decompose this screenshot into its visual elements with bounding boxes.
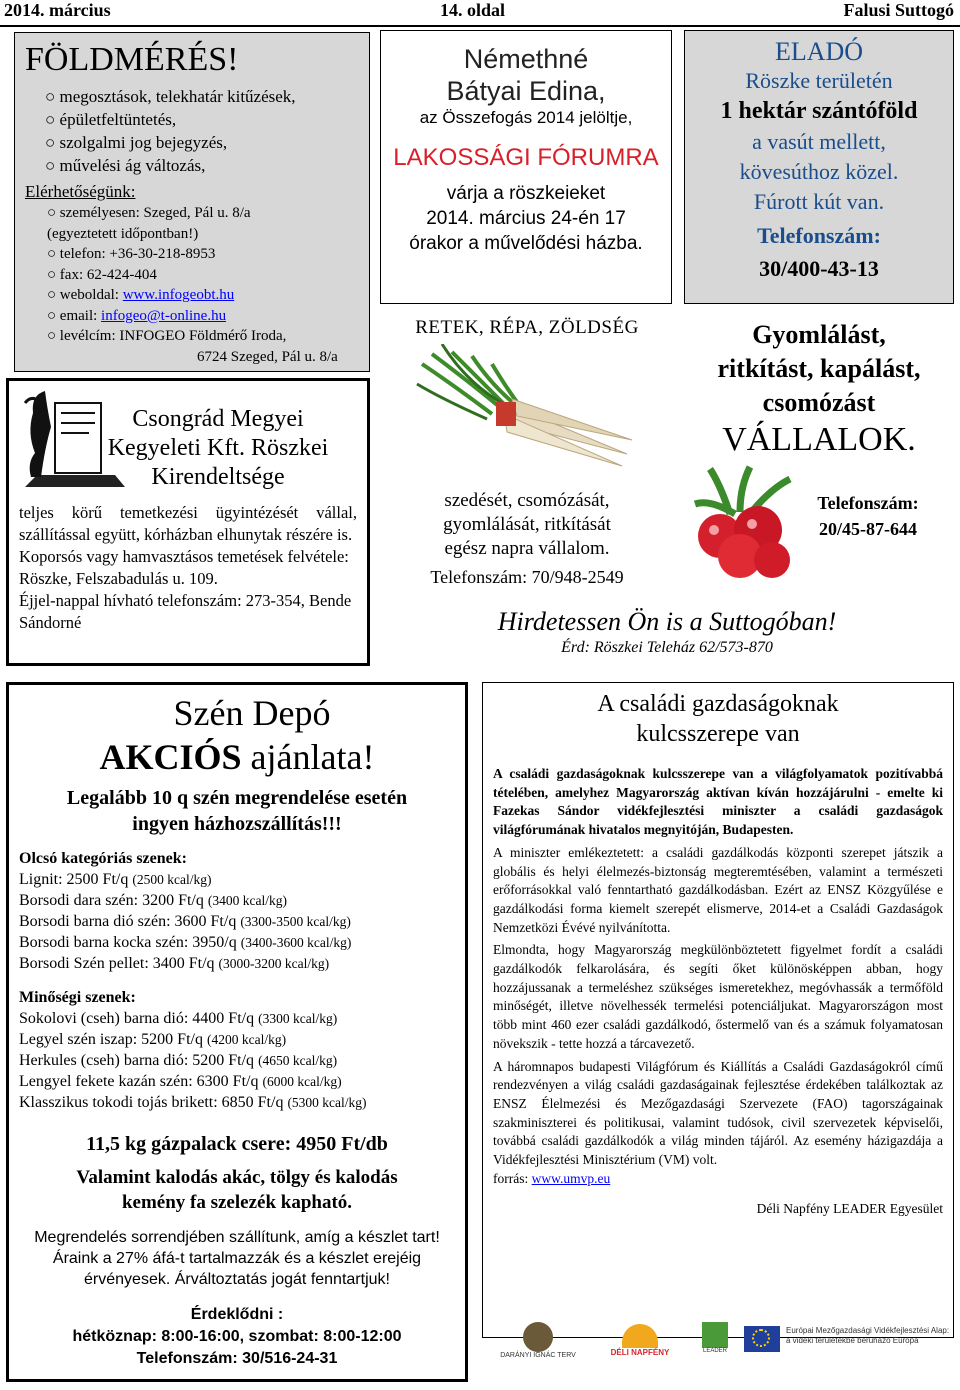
web-link[interactable]: www.infogeobt.hu: [122, 287, 235, 303]
gyomlalas-phone-label: Telefonszám:: [817, 493, 919, 513]
eu-fund-line: Európai Mezőgazdasági Vidékfejlesztési Alap:: [786, 1326, 950, 1335]
szen-subtitle: [19, 735, 455, 779]
candidate-suffix: ,: [598, 76, 606, 106]
deli-napfeny-logo-text: DÉLI NAPFÉNY: [610, 1348, 670, 1357]
price-row: [19, 1008, 455, 1029]
retek-title: RETEK, RÉPA, ZÖLDSÉG: [415, 317, 639, 338]
szen-phone: Telefonszám: 30/516-24-31: [136, 1350, 338, 1367]
leader-logo: [700, 1322, 730, 1354]
kegyeleti-text: Koporsós vagy hamvasztásos temetések felvétele: Röszke, Felszabadulás u. 109.: [19, 547, 349, 588]
deli-napfeny-logo: [600, 1324, 680, 1357]
info-heading: Érdeklődni :: [190, 1306, 284, 1323]
web-line: [47, 285, 359, 306]
price-kcal: (5300 kcal/kg): [287, 1095, 367, 1110]
elado-phone-label: Telefonszám:: [757, 223, 881, 248]
retek-ad: [378, 316, 676, 586]
contact-line: ○ személyesen: Szeged, Pál u. 8/a: [47, 205, 251, 221]
service-item: ○ szolgalmi jog bejegyzés,: [45, 133, 228, 152]
price-item: Borsodi Szén pellet: 3400 Ft/q: [19, 955, 215, 972]
kegyeleti-title-line: Kirendeltsége: [151, 464, 285, 490]
foldmeres-ad: [14, 32, 370, 372]
opening-hours: hétköznap: 8:00-16:00, szombat: 8:00-12:00: [72, 1328, 402, 1345]
contact-line: ○ telefon: +36-30-218-8953: [47, 246, 216, 262]
price-kcal: (4200 kcal/kg): [206, 1032, 287, 1047]
wood-line: kemény fa szelezék kapható.: [121, 1192, 353, 1213]
elado-ad: [684, 30, 954, 304]
web-label: ○ weboldal:: [47, 287, 123, 303]
price-row: [19, 869, 455, 890]
forum-headline: LAKOSSÁGI FÓRUMRA: [393, 144, 659, 171]
logo-strip: [490, 1316, 954, 1386]
candidate-surname: Bátyai Edina: [446, 76, 599, 106]
price-row: [19, 911, 455, 932]
eu-flag-icon: [744, 1326, 780, 1352]
quality-heading: Minőségi szenek:: [19, 989, 136, 1006]
price-item: Klasszikus tokodi tojás brikett: 6850 Ft/q: [19, 1094, 284, 1111]
cheap-list: [19, 869, 455, 974]
email-link[interactable]: infogeo@t-online.hu: [101, 307, 227, 324]
candidate-sub: az Összefogás 2014 jelöltje,: [419, 108, 633, 127]
letter-line: ○ levélcím: INFOGEO Földmérő Iroda,: [47, 328, 287, 344]
note-line: érvényesek. Árváltoztatás jogát fenntartjuk!: [84, 1271, 390, 1288]
price-item: Borsodi barna dió szén: 3600 Ft/q: [19, 913, 237, 930]
price-kcal: (4650 kcal/kg): [258, 1053, 338, 1068]
article-paragraph: Elmondta, hogy Magyarország megkülönböztetett figyelmet fordít a családi gazdálkodók felkarolására, és segíti őket különösképpen abban, hogy hozzájussanak a termeléshez szükséges ismeretekhez, megóvhassák a termőföld minőségét, illetve növelhessék termelési potenciáljukat. Magyarországon most több mint 460 ezer családi gazdálkodó, őstermelő van és a számuk folyamatosan növekszik - tette hozzá a tárcavezető.: [493, 942, 943, 1051]
elado-phone: 30/400-43-13: [759, 256, 879, 281]
cheap-heading: Olcsó kategóriás szenek:: [19, 850, 187, 867]
price-row: [19, 953, 455, 974]
gyomlalas-line: csomózást: [762, 388, 876, 417]
foldmeres-services: [25, 85, 359, 177]
service-item: ○ megosztások, telekhatár kitűzések,: [45, 87, 296, 106]
mourning-figure-icon: [15, 383, 133, 493]
note-line: Megrendelés sorrendjében szállítunk, amíg a készlet tart!: [34, 1229, 440, 1246]
darany-logo: [494, 1322, 582, 1359]
gyomlalas-line: Gyomlálást,: [752, 320, 886, 349]
price-item: Herkules (cseh) barna dió: 5200 Ft/q: [19, 1052, 255, 1069]
retek-lines: [378, 489, 676, 561]
eu-fund-line: a vidéki területekbe beruházó Európa: [786, 1336, 919, 1345]
price-kcal: (3400 kcal/kg): [207, 893, 287, 908]
price-item: Lignit: 2500 Ft/q: [19, 871, 129, 888]
quality-list: [19, 1008, 455, 1113]
wood-line: Valamint kalodás akác, tölgy és kalodás: [76, 1167, 398, 1188]
gyomlalas-phone: 20/45-87-644: [819, 519, 917, 539]
price-kcal: (3300 kcal/kg): [258, 1011, 338, 1026]
service-item: ○ épületfeltüntetés,: [45, 110, 177, 129]
candidate-name: [381, 75, 671, 107]
retek-line: szedését, csomózását,: [444, 490, 610, 511]
price-kcal: (2500 kcal/kg): [132, 872, 212, 887]
price-row: [19, 1071, 455, 1092]
article-title-line: kulcsszerepe van: [636, 721, 800, 747]
forum-line: órakor a művelődési házba.: [409, 233, 643, 254]
kegyeleti-text: Éjjel-nappal hívható telefonszám: 273-354, Bende Sándorné: [19, 591, 352, 632]
candidate-name: Némethné: [463, 44, 589, 74]
email-label: ○ email:: [47, 307, 102, 324]
hirdetes-title: Hirdetessen Ön is a Suttogóban!: [497, 607, 837, 636]
header-date: 2014. március: [4, 0, 111, 20]
article-box: [482, 682, 954, 1338]
szen-contact: [19, 1304, 455, 1370]
eu-fund-text: [786, 1326, 954, 1346]
vegetable-bunch-icon: [412, 344, 642, 484]
source-label: forrás:: [493, 1170, 532, 1186]
elado-line: Röszke területén: [745, 68, 893, 93]
radish-bunch-icon: [690, 464, 800, 584]
eu-stars-icon: [752, 1329, 770, 1347]
hirdetes-banner: [380, 606, 954, 658]
leader-emblem-icon: [702, 1322, 728, 1348]
contact-line: (egyeztetett időpontban!): [47, 225, 199, 242]
header-publication: Falusi Suttogó: [843, 0, 954, 20]
price-kcal: (6000 kcal/kg): [262, 1074, 342, 1089]
email-line: [47, 306, 359, 327]
sun-icon: [622, 1324, 658, 1348]
contact-line: ○ fax: 62-424-404: [47, 266, 157, 283]
price-item: Sokolovi (cseh) barna dió: 4400 Ft/q: [19, 1010, 255, 1027]
kegyeleti-title-line: Csongrád Megyei: [132, 406, 304, 432]
darany-logo-text: DARÁNYI IGNÁC TERV: [500, 1352, 576, 1359]
contact-list: [25, 203, 359, 367]
article-source: [493, 1170, 943, 1189]
header-rule: [0, 25, 960, 27]
szen-delivery: [19, 785, 455, 837]
service-item: ○ művelési ág változás,: [45, 156, 206, 175]
price-kcal: (3300-3500 kcal/kg): [240, 914, 351, 929]
szen-depo-ad: [6, 682, 468, 1382]
forum-ad: [380, 30, 672, 304]
note-line: Áraink a 27% áfá-t tartalmazzák és a készlet erejéig: [52, 1250, 422, 1267]
elado-title: ELADÓ: [774, 37, 864, 66]
elado-line: kövesúthoz közel.: [739, 159, 899, 184]
gas-offer: 11,5 kg gázpalack csere: 4950 Ft/db: [86, 1133, 388, 1155]
gyomlalas-line: ritkítást, kapálást,: [717, 354, 921, 383]
header-page: 14. oldal: [440, 0, 506, 20]
kegyeleti-title-line: Kegyeleti Kft. Röszkei: [107, 435, 329, 461]
elado-line: 1 hektár szántóföld: [720, 98, 918, 124]
szen-ajanlata: ajánlata!: [241, 737, 375, 777]
gyomlalas-phone-block: [800, 490, 936, 542]
article-paragraph: A miniszter emlékeztetett: a családi gazdálkodás központi szerepet játszik a globális és helyi élelmezés-biztonság megteremtésében, valamint a természeti erőforrásokkal való fenntartható gazdálkodásban. Ezért az ENSZ Közgyűlése e gazdálkodási forma kiemelt szerepét elismerve, 2014-et a Családi Gazdaságok Nemzetközi Évévé nyilvánította.: [493, 844, 943, 935]
price-item: Borsodi dara szén: 3200 Ft/q: [19, 892, 204, 909]
article-signature: Déli Napfény LEADER Egyesület: [756, 1201, 943, 1217]
elado-line: a vasút mellett,: [752, 129, 886, 154]
price-item: Legyel szén iszap: 5200 Ft/q: [19, 1031, 203, 1048]
price-kcal: (3400-3600 kcal/kg): [240, 935, 352, 950]
hirdetes-sub: Érd: Röszkei Teleház 62/573-870: [561, 639, 773, 656]
retek-line: gyomlálását, ritkítását: [443, 514, 611, 535]
szen-delivery-line: ingyen házhozszállítás!!!: [132, 813, 342, 835]
article-paragraph: A háromnapos budapesti Világfórum és Kiállítás a Családi Gazdaságokról című rendezvényen a világ családi gazdaságainak fejlesztése érdekében találkoztak az ENSZ Élelmezési és Mezőgazdasági Szervezete (FAO) tagországainak szakminiszterei és politikusai, valamint tudósok, civil szervezetek képviselői, továbbá családi gazdálkodók a világ minden tájáról. Az esemény házigazdája a Vidékfejlesztési Minisztérium (VM) volt.: [493, 1058, 943, 1168]
price-row: [19, 932, 455, 953]
forum-line: várja a röszkeieket: [446, 183, 606, 204]
price-row: [19, 1092, 455, 1113]
article-title: [493, 689, 943, 749]
elado-line: Fúrott kút van.: [753, 189, 885, 214]
wood-offer: [19, 1165, 455, 1215]
retek-line: egész napra vállalom.: [444, 538, 610, 559]
szen-title: Szén Depó: [173, 693, 331, 733]
letter-address: 6724 Szeged, Pál u. 8/a: [197, 348, 338, 365]
darany-emblem-icon: [523, 1322, 553, 1352]
kegyeleti-ad: [6, 378, 370, 666]
price-item: Lengyel fekete kazán szén: 6300 Ft/q: [19, 1073, 259, 1090]
source-link[interactable]: www.umvp.eu: [531, 1170, 611, 1186]
retek-phone: Telefonszám: 70/948-2549: [430, 567, 624, 587]
szen-notes: [19, 1227, 455, 1290]
price-row: [19, 890, 455, 911]
article-title-line: A családi gazdaságoknak: [597, 691, 839, 717]
kegyeleti-text: teljes körű temetkezési ügyintézését vállal, szállítással együtt, kórházban elhunytak részére is.: [19, 503, 357, 544]
leader-logo-text: LEADER: [702, 1348, 727, 1354]
gyomlalas-big: VÁLLALOK.: [722, 421, 916, 458]
price-row: [19, 1029, 455, 1050]
foldmeres-title: FÖLDMÉRÉS!: [25, 41, 239, 78]
article-lead: A családi gazdaságoknak kulcsszerepe van a világfolyamatok pozitívabbá tételében, amelyhez Magyarország aktívan kíván hozzájárulni - emelte ki Fazekas Sándor vidékfejlesztési miniszter a családi gazdaságok világfórumának hivatalos megnyitóján, Budapesten.: [493, 766, 943, 838]
price-row: [19, 1050, 455, 1071]
forum-line: 2014. március 24-én 17: [426, 208, 626, 229]
contact-heading: Elérhetőségünk:: [25, 182, 136, 201]
price-item: Borsodi barna kocka szén: 3950/q: [19, 934, 237, 951]
szen-delivery-line: Legalább 10 q szén megrendelése esetén: [66, 787, 408, 809]
price-kcal: (3000-3200 kcal/kg): [218, 956, 330, 971]
forum-details: [381, 181, 671, 256]
szen-akcios: AKCIÓS: [99, 737, 242, 777]
